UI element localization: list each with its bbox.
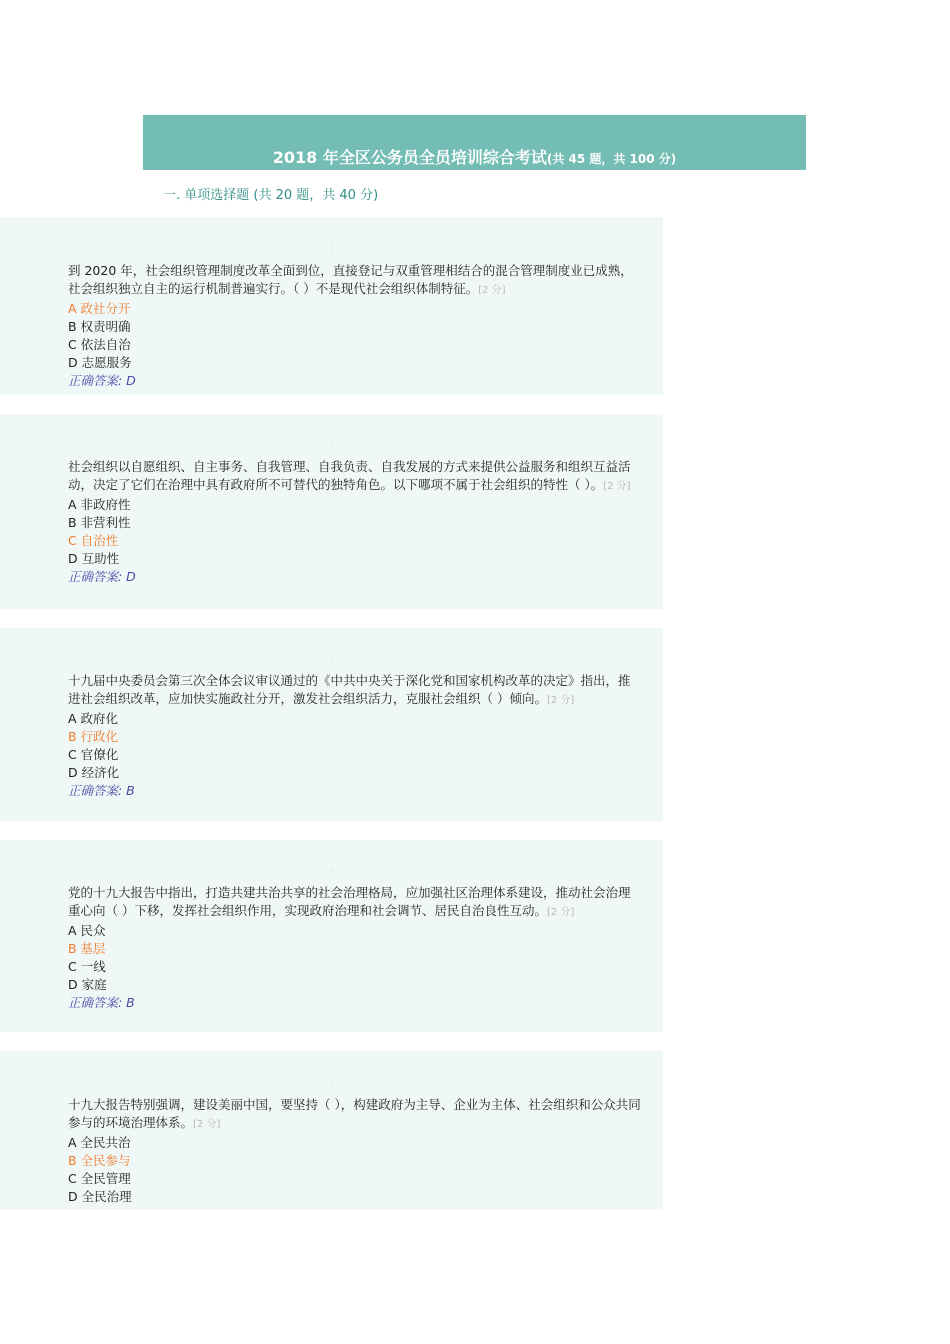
question-text: 到 2020 年，社会组织管理制度改革全面到位，直接登记与双重管理相结合的混合管理制度业已成熟，社会组织独立自主的运行机制普遍实行。（ ）不是现代社会组织体制特征。 [68,263,633,296]
correct-answer: 正确答案: B [68,783,135,798]
exam-header [143,115,806,170]
option-b[interactable]: B 全民参与 [68,1153,131,1168]
option-a[interactable]: A 政府化 [68,711,119,726]
question-number: 2 [328,440,335,451]
option-d[interactable]: D 家庭 [68,977,107,992]
option-b[interactable]: B 基层 [68,941,106,956]
option-b[interactable]: B 权责明确 [68,319,131,334]
option-c[interactable]: C 官僚化 [68,747,119,762]
question-card [0,840,663,1032]
option-d[interactable]: D 互助性 [68,551,120,566]
exam-title-main: 2018 年全区公务员全员培训综合考试 [272,148,547,167]
question-stem [68,884,642,922]
question-score: [2 分] [193,1119,221,1130]
question-body [68,884,642,1012]
question-stem [68,1096,642,1134]
correct-answer: 正确答案: D [68,373,136,388]
question-card [0,628,663,821]
question-body [68,262,642,390]
question-body [68,672,642,800]
option-b[interactable]: B 行政化 [68,729,119,744]
option-c[interactable]: C 自治性 [68,533,119,548]
option-a[interactable]: A 全民共治 [68,1135,131,1150]
question-card [0,414,663,609]
question-number: 4 [328,866,335,877]
question-body [68,1096,642,1206]
question-stem [68,262,642,300]
question-card [0,217,663,395]
option-a[interactable]: A 民众 [68,923,106,938]
option-a[interactable]: A 政社分开 [68,301,131,316]
option-d[interactable]: D 全民治理 [68,1189,132,1204]
question-text: 社会组织以自愿组织、自主事务、自我管理、自我负责、自我发展的方式来提供公益服务和组织互益活动，决定了它们在治理中具有政府所不可替代的独特角色。以下哪项不属于社会组织的特性（ ）。 [68,459,631,492]
question-text: 十九届中央委员会第三次全体会议审议通过的《中共中央关于深化党和国家机构改革的决定》指出，推进社会组织改革，应加快实施政社分开，激发社会组织活力，克服社会组织（ ）倾向。 [68,673,631,706]
option-c[interactable]: C 一线 [68,959,106,974]
option-c[interactable]: C 依法自治 [68,337,131,352]
question-text: 党的十九大报告中指出，打造共建共治共享的社会治理格局，应加强社区治理体系建设，推动社会治理重心向（ ）下移，发挥社会组织作用，实现政府治理和社会调节、居民自治良性互动。 [68,885,631,918]
exam-page [143,115,806,206]
question-number: 3 [328,654,335,665]
question-score: [2 分] [546,907,575,918]
question-card [0,1051,663,1210]
question-score: [2 分] [546,695,575,706]
option-d[interactable]: D 志愿服务 [68,355,132,370]
correct-answer: 正确答案: B [68,995,135,1010]
question-number: 1 [328,243,335,254]
exam-title [143,148,806,169]
question-score: [2 分] [478,285,506,296]
question-body [68,458,642,586]
option-b[interactable]: B 非营利性 [68,515,131,530]
question-stem [68,672,642,710]
question-score: [2 分] [603,481,631,492]
option-d[interactable]: D 经济化 [68,765,120,780]
option-a[interactable]: A 非政府性 [68,497,131,512]
question-text: 十九大报告特别强调，建设美丽中国，要坚持（ ），构建政府为主导、企业为主体、社会组织和公众共同参与的环境治理体系。 [68,1097,641,1130]
question-number: 5 [328,1077,335,1088]
option-c[interactable]: C 全民管理 [68,1171,131,1186]
correct-answer: 正确答案: D [68,569,136,584]
exam-title-subtitle: (共 45 题，共 100 分) [546,152,677,166]
question-stem [68,458,642,496]
section-heading: 一. 单项选择题 (共 20 题，共 40 分) [163,188,379,203]
